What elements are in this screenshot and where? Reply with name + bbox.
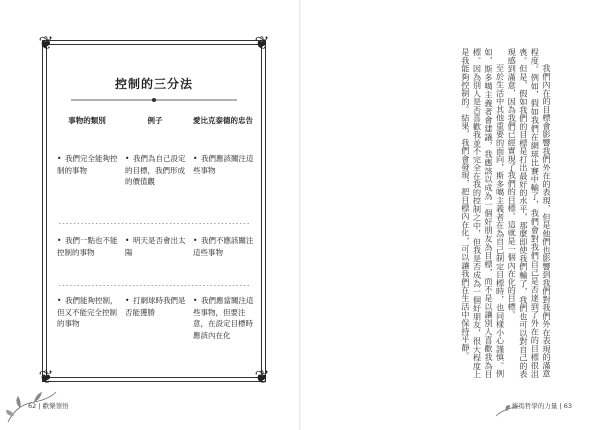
title-underline bbox=[71, 97, 237, 103]
ornament-corner-icon: ❦ bbox=[254, 33, 270, 54]
paragraph: 至於生活中其他重要的面向，斯多噶主義者在為自己制定目標時，也同樣小心謹慎。例如，斯多噶主義者會建議，我應該以成為一個好朋友為目標，而不是以讓別人喜歡我為目標。因為別人是否喜歡我並不完全在我的控制之中，但我是否成為一個好朋友，很大程度上是我能夠控制的。結果，我們會發現，把目標內在化，可以讓我們在生活中保持平靜。 bbox=[460, 48, 506, 378]
row-example: 我們為自己設定的目標，我們形成的價值觀 bbox=[125, 154, 186, 186]
ornament-corner-icon: ❦ bbox=[38, 367, 54, 388]
row-advice: 我們不應該關注這些事物 bbox=[193, 236, 254, 257]
header-example: 例子 bbox=[147, 116, 163, 125]
row-category: 我們一點也不能控制的事物 bbox=[57, 236, 118, 257]
row-example: 明天是否會出太陽 bbox=[125, 236, 186, 257]
header-category: 事物的類別 bbox=[68, 116, 106, 125]
page-footer-right: 羅馬哲學的力量 | 63 bbox=[511, 402, 572, 410]
box-title: 控制的三分法 bbox=[114, 77, 193, 91]
control-dichotomy-box: ❦ ❦ ❦ ❦ 控制的三分法 事物的類別 例子 愛比克泰德的忠告 • 我們完全能夠控制的事物 • 我們為自己設定的目標，我們形成的價值觀 • 我們應該關注這些事物 • 我們一點也不能控制的事物 • 明天是否會出太陽 • 我們不應該關注這些事物 • 我們能夠控制，但又不能完全控制的事物 • 打網球時我們是否能獲勝 • 我們應當關注這些事物，但要注意，在設定目標時應該內在化 bbox=[46, 44, 262, 378]
row-divider bbox=[59, 283, 249, 288]
right-page bbox=[300, 0, 600, 430]
row-advice: 我們應當關注這些事物，但要注意，在設定目標時應該內在化 bbox=[193, 296, 254, 340]
table-header bbox=[55, 115, 253, 149]
row-divider bbox=[59, 221, 249, 226]
body-text bbox=[340, 48, 552, 378]
row-advice: 我們應該關注這些事物 bbox=[193, 154, 254, 175]
row-example: 打網球時我們是否能獲勝 bbox=[125, 296, 186, 317]
row-category: 我們完全能夠控制的事物 bbox=[57, 154, 118, 175]
page-footer-left: 62 | 歡樂領悟 bbox=[28, 402, 69, 410]
paragraph: 我們內在的目標會影響我們外在的表現，但是他們也影響到我們對我們外在表現的滿意程度。例如，假如我們在網球比賽中輸了，我們會對我們自己是否達到了外在的目標很沮喪。但是，假如我們的目標是打出最好的水平，那麼即使我們輸了，我們也可以對自己的表現感到滿意，因為我們已經實現了我們的目標。這就是一個內在化的目標。 bbox=[507, 48, 552, 378]
header-advice: 愛比克泰德的忠告 bbox=[193, 116, 253, 125]
row-category: 我們能夠控制，但又不能完全控制的事物 bbox=[57, 296, 118, 328]
ornament-corner-icon: ❦ bbox=[38, 33, 54, 54]
ornament-corner-icon: ❦ bbox=[254, 367, 270, 388]
